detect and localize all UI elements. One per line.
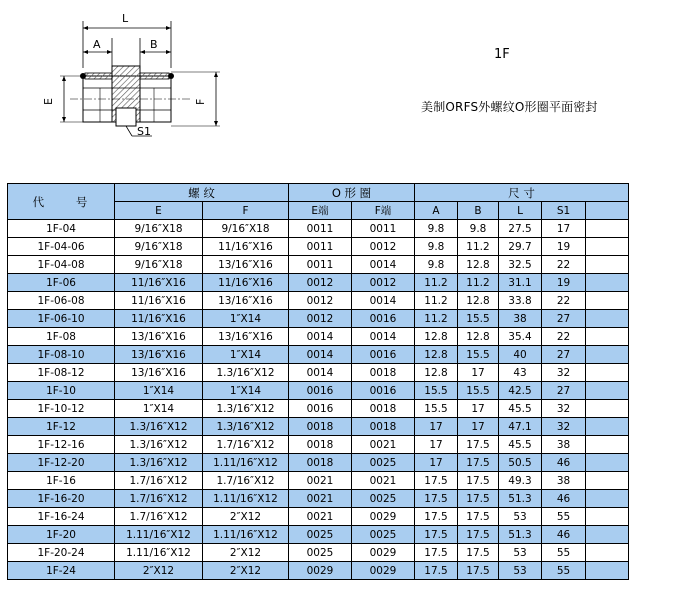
value-cell: 0018 <box>289 454 352 472</box>
value-cell: 9/16″X18 <box>115 238 203 256</box>
value-cell <box>586 508 629 526</box>
value-cell: 38 <box>542 436 586 454</box>
value-cell: 0016 <box>352 346 415 364</box>
value-cell <box>586 256 629 274</box>
code-cell: 1F-12-16 <box>8 436 115 454</box>
value-cell: 19 <box>542 238 586 256</box>
value-cell: 0014 <box>289 346 352 364</box>
code-cell: 1F-12-20 <box>8 454 115 472</box>
value-cell: 0014 <box>289 364 352 382</box>
value-cell: 19 <box>542 274 586 292</box>
value-cell: 46 <box>542 490 586 508</box>
code-cell: 1F-16-20 <box>8 490 115 508</box>
table-row <box>8 364 629 382</box>
value-cell: 0021 <box>289 472 352 490</box>
value-cell: 17.5 <box>458 544 499 562</box>
value-cell: 17 <box>415 418 458 436</box>
value-cell: 0012 <box>289 292 352 310</box>
value-cell: 17 <box>415 454 458 472</box>
value-cell: 13/16″X16 <box>115 346 203 364</box>
code-cell: 1F-24 <box>8 562 115 580</box>
table-row <box>8 436 629 454</box>
value-cell: 13/16″X16 <box>203 292 289 310</box>
code-cell: 1F-20 <box>8 526 115 544</box>
value-cell: 0021 <box>352 436 415 454</box>
value-cell: 0011 <box>289 238 352 256</box>
subheader-cell: A <box>415 202 458 220</box>
value-cell: 0018 <box>352 418 415 436</box>
value-cell: 0012 <box>289 274 352 292</box>
value-cell: 12.8 <box>458 328 499 346</box>
value-cell: 32 <box>542 400 586 418</box>
subheader-cell: L <box>499 202 542 220</box>
value-cell <box>586 562 629 580</box>
value-cell: 17.5 <box>415 472 458 490</box>
value-cell: 17.5 <box>458 472 499 490</box>
value-cell: 17.5 <box>458 508 499 526</box>
code-cell: 1F-10 <box>8 382 115 400</box>
value-cell: 11/16″X16 <box>115 274 203 292</box>
value-cell <box>586 364 629 382</box>
value-cell: 9.8 <box>458 220 499 238</box>
table-row <box>8 220 629 238</box>
value-cell: 17.5 <box>415 508 458 526</box>
value-cell: 32 <box>542 418 586 436</box>
table-row <box>8 238 629 256</box>
value-cell: 33.8 <box>499 292 542 310</box>
value-cell: 22 <box>542 328 586 346</box>
value-cell: 0029 <box>289 562 352 580</box>
value-cell: 11/16″X16 <box>203 238 289 256</box>
code-cell: 1F-08 <box>8 328 115 346</box>
value-cell <box>586 544 629 562</box>
value-cell: 1.3/16″X12 <box>203 364 289 382</box>
dim-A-label: A <box>93 38 101 51</box>
value-cell: 0011 <box>289 220 352 238</box>
value-cell: 17 <box>542 220 586 238</box>
value-cell: 1.7/16″X12 <box>203 472 289 490</box>
table-row <box>8 454 629 472</box>
table-row <box>8 544 629 562</box>
table-row <box>8 472 629 490</box>
value-cell: 0011 <box>289 256 352 274</box>
value-cell: 9/16″X18 <box>203 220 289 238</box>
value-cell <box>586 418 629 436</box>
value-cell <box>586 292 629 310</box>
value-cell: 31.1 <box>499 274 542 292</box>
value-cell: 12.8 <box>458 292 499 310</box>
table-row <box>8 292 629 310</box>
code-cell: 1F-04-06 <box>8 238 115 256</box>
value-cell <box>586 472 629 490</box>
value-cell: 0018 <box>352 400 415 418</box>
value-cell: 9.8 <box>415 220 458 238</box>
table-row <box>8 346 629 364</box>
value-cell: 0021 <box>352 472 415 490</box>
value-cell: 43 <box>499 364 542 382</box>
fitting-description: 美制ORFS外螺纹O形圈平面密封 <box>421 100 598 114</box>
value-cell: 35.4 <box>499 328 542 346</box>
spec-table <box>7 183 629 580</box>
value-cell: 1″X14 <box>203 382 289 400</box>
value-cell: 12.8 <box>415 346 458 364</box>
value-cell: 22 <box>542 256 586 274</box>
dim-B-label: B <box>150 38 158 51</box>
value-cell: 27 <box>542 310 586 328</box>
value-cell: 27.5 <box>499 220 542 238</box>
value-cell <box>586 382 629 400</box>
fitting-drawing <box>40 8 230 148</box>
value-cell: 1.3/16″X12 <box>203 400 289 418</box>
value-cell: 17.5 <box>415 562 458 580</box>
value-cell: 0025 <box>352 490 415 508</box>
code-cell: 1F-06-08 <box>8 292 115 310</box>
value-cell: 12.8 <box>415 364 458 382</box>
code-cell: 1F-04-08 <box>8 256 115 274</box>
table-row <box>8 418 629 436</box>
value-cell <box>586 436 629 454</box>
value-cell: 0016 <box>289 400 352 418</box>
value-cell: 17 <box>458 418 499 436</box>
value-cell <box>586 526 629 544</box>
table-row <box>8 328 629 346</box>
value-cell: 15.5 <box>415 382 458 400</box>
value-cell: 0014 <box>352 328 415 346</box>
value-cell: 2″X12 <box>115 562 203 580</box>
subheader-cell: E <box>115 202 203 220</box>
value-cell: 1.3/16″X12 <box>115 418 203 436</box>
value-cell: 13/16″X16 <box>203 328 289 346</box>
value-cell: 27 <box>542 382 586 400</box>
value-cell: 0021 <box>289 508 352 526</box>
value-cell: 17 <box>458 400 499 418</box>
code-cell: 1F-10-12 <box>8 400 115 418</box>
value-cell: 2″X12 <box>203 544 289 562</box>
value-cell: 17.5 <box>458 436 499 454</box>
value-cell: 27 <box>542 346 586 364</box>
header-size: 尺 寸 <box>415 184 629 202</box>
value-cell: 15.5 <box>458 310 499 328</box>
value-cell: 13/16″X16 <box>115 328 203 346</box>
value-cell <box>586 490 629 508</box>
table-row <box>8 508 629 526</box>
value-cell: 46 <box>542 454 586 472</box>
code-cell: 1F-08-10 <box>8 346 115 364</box>
value-cell: 1″X14 <box>203 346 289 364</box>
value-cell: 17.5 <box>415 490 458 508</box>
value-cell <box>586 220 629 238</box>
value-cell: 0014 <box>352 292 415 310</box>
table-row <box>8 562 629 580</box>
value-cell: 40 <box>499 346 542 364</box>
table-row <box>8 490 629 508</box>
value-cell: 51.3 <box>499 490 542 508</box>
header-code: 代 号 <box>8 184 115 220</box>
value-cell: 13/16″X16 <box>203 256 289 274</box>
subheader-cell: S1 <box>542 202 586 220</box>
value-cell: 1″X14 <box>115 400 203 418</box>
dim-E-label: E <box>42 98 55 105</box>
value-cell: 38 <box>499 310 542 328</box>
code-cell: 1F-12 <box>8 418 115 436</box>
value-cell: 1.3/16″X12 <box>115 454 203 472</box>
value-cell: 47.1 <box>499 418 542 436</box>
value-cell: 1″X14 <box>203 310 289 328</box>
value-cell: 1.3/16″X12 <box>203 418 289 436</box>
value-cell: 17 <box>415 436 458 454</box>
value-cell: 0029 <box>352 508 415 526</box>
value-cell: 12.8 <box>458 256 499 274</box>
value-cell: 1″X14 <box>115 382 203 400</box>
subheader-cell: E端 <box>289 202 352 220</box>
value-cell: 11.2 <box>458 238 499 256</box>
value-cell: 22 <box>542 292 586 310</box>
value-cell: 15.5 <box>458 346 499 364</box>
value-cell: 0012 <box>352 238 415 256</box>
value-cell: 0014 <box>352 256 415 274</box>
value-cell: 1.11/16″X12 <box>203 526 289 544</box>
value-cell: 2″X12 <box>203 508 289 526</box>
value-cell: 55 <box>542 508 586 526</box>
value-cell: 0021 <box>289 490 352 508</box>
value-cell: 1.11/16″X12 <box>203 490 289 508</box>
value-cell: 11/16″X16 <box>115 310 203 328</box>
table-row <box>8 400 629 418</box>
value-cell: 15.5 <box>415 400 458 418</box>
value-cell: 0018 <box>289 418 352 436</box>
value-cell: 0012 <box>352 274 415 292</box>
value-cell: 9/16″X18 <box>115 256 203 274</box>
value-cell: 53 <box>499 544 542 562</box>
value-cell: 11.2 <box>415 292 458 310</box>
value-cell: 46 <box>542 526 586 544</box>
dim-S1-label: S1 <box>137 125 151 138</box>
value-cell: 0016 <box>352 310 415 328</box>
value-cell: 11/16″X16 <box>115 292 203 310</box>
value-cell: 1.7/16″X12 <box>115 472 203 490</box>
value-cell <box>586 400 629 418</box>
value-cell: 9.8 <box>415 238 458 256</box>
value-cell: 0012 <box>289 310 352 328</box>
code-cell: 1F-06 <box>8 274 115 292</box>
spec-table-body <box>8 220 629 580</box>
value-cell: 0018 <box>352 364 415 382</box>
value-cell: 15.5 <box>458 382 499 400</box>
value-cell: 12.8 <box>415 328 458 346</box>
value-cell: 0016 <box>289 382 352 400</box>
value-cell: 13/16″X16 <box>115 364 203 382</box>
value-cell: 0025 <box>289 544 352 562</box>
code-cell: 1F-20-24 <box>8 544 115 562</box>
table-row <box>8 274 629 292</box>
value-cell <box>586 346 629 364</box>
value-cell: 9/16″X18 <box>115 220 203 238</box>
value-cell: 17.5 <box>415 544 458 562</box>
value-cell: 2″X12 <box>203 562 289 580</box>
value-cell: 17.5 <box>458 562 499 580</box>
value-cell: 11.2 <box>415 274 458 292</box>
value-cell: 11/16″X16 <box>203 274 289 292</box>
value-cell <box>586 328 629 346</box>
value-cell: 29.7 <box>499 238 542 256</box>
value-cell: 0025 <box>289 526 352 544</box>
value-cell: 11.2 <box>458 274 499 292</box>
value-cell: 1.7/16″X12 <box>115 490 203 508</box>
code-cell: 1F-16 <box>8 472 115 490</box>
subheader-cell: F端 <box>352 202 415 220</box>
value-cell: 17.5 <box>458 454 499 472</box>
value-cell <box>586 454 629 472</box>
value-cell: 0018 <box>289 436 352 454</box>
code-cell: 1F-08-12 <box>8 364 115 382</box>
value-cell: 42.5 <box>499 382 542 400</box>
value-cell: 53 <box>499 562 542 580</box>
value-cell: 32.5 <box>499 256 542 274</box>
value-cell: 0025 <box>352 454 415 472</box>
value-cell: 11.2 <box>415 310 458 328</box>
value-cell: 49.3 <box>499 472 542 490</box>
value-cell: 17.5 <box>458 490 499 508</box>
code-cell: 1F-16-24 <box>8 508 115 526</box>
value-cell <box>586 310 629 328</box>
value-cell: 38 <box>542 472 586 490</box>
subheader-cell: B <box>458 202 499 220</box>
value-cell: 17 <box>458 364 499 382</box>
value-cell: 0016 <box>352 382 415 400</box>
value-cell: 45.5 <box>499 400 542 418</box>
table-row <box>8 526 629 544</box>
value-cell: 0029 <box>352 562 415 580</box>
subheader-cell <box>586 202 629 220</box>
subheader-cell: F <box>203 202 289 220</box>
value-cell: 1.3/16″X12 <box>115 436 203 454</box>
value-cell: 0029 <box>352 544 415 562</box>
value-cell: 9.8 <box>415 256 458 274</box>
code-cell: 1F-06-10 <box>8 310 115 328</box>
value-cell <box>586 238 629 256</box>
value-cell: 17.5 <box>415 526 458 544</box>
table-row <box>8 310 629 328</box>
fitting-code-title: 1F <box>494 47 510 62</box>
value-cell: 32 <box>542 364 586 382</box>
value-cell: 50.5 <box>499 454 542 472</box>
value-cell: 51.3 <box>499 526 542 544</box>
value-cell <box>586 274 629 292</box>
table-row <box>8 382 629 400</box>
value-cell: 53 <box>499 508 542 526</box>
dim-F-label: F <box>194 98 207 105</box>
value-cell: 0025 <box>352 526 415 544</box>
value-cell: 1.11/16″X12 <box>115 526 203 544</box>
value-cell: 55 <box>542 544 586 562</box>
value-cell: 1.11/16″X12 <box>115 544 203 562</box>
value-cell: 55 <box>542 562 586 580</box>
value-cell: 45.5 <box>499 436 542 454</box>
dim-L-label: L <box>122 12 129 25</box>
value-cell: 1.7/16″X12 <box>203 436 289 454</box>
value-cell: 0011 <box>352 220 415 238</box>
value-cell: 17.5 <box>458 526 499 544</box>
value-cell: 0014 <box>289 328 352 346</box>
code-cell: 1F-04 <box>8 220 115 238</box>
table-row <box>8 256 629 274</box>
header-thread: 螺 纹 <box>115 184 289 202</box>
value-cell: 1.11/16″X12 <box>203 454 289 472</box>
header-oring: O 形 圈 <box>289 184 415 202</box>
value-cell: 1.7/16″X12 <box>115 508 203 526</box>
